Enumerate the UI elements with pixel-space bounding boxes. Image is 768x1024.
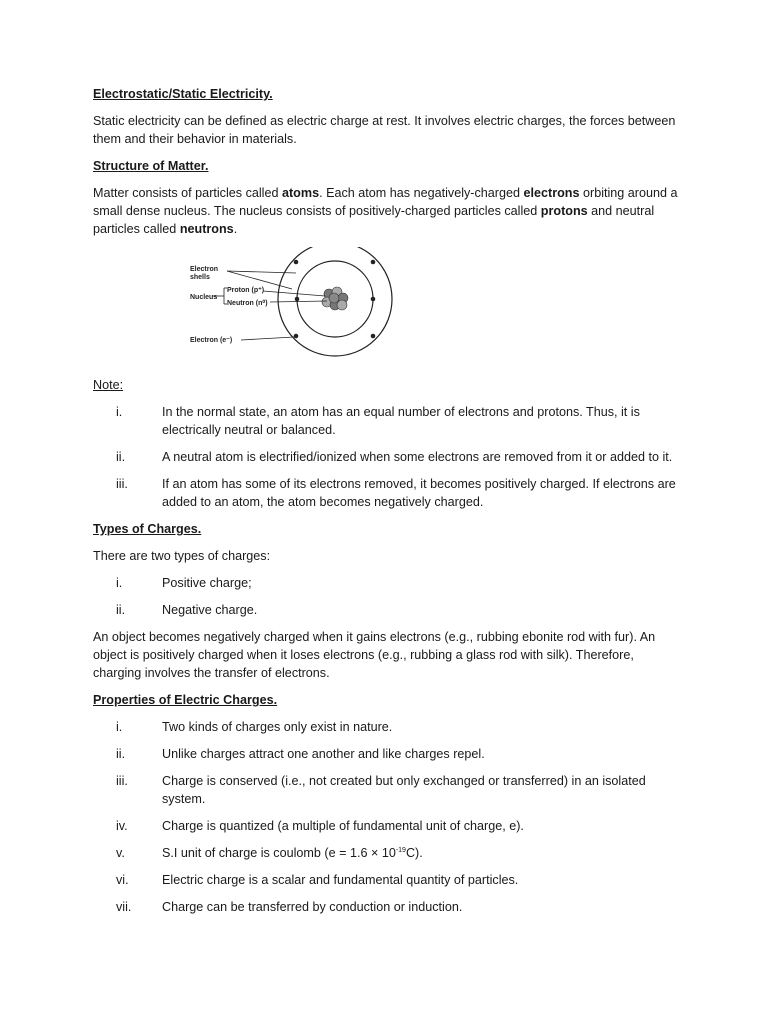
atom-diagram [93,247,683,362]
list-item [93,772,683,808]
nucleus-cluster [322,287,348,310]
list-number: iii. [116,774,128,788]
list-item [93,844,683,862]
document-page [93,85,683,925]
list-number: i. [116,405,123,419]
list-item [93,871,683,889]
note-list [93,403,683,511]
list-item [93,403,683,439]
list-text: If an atom has some of its electrons removed, it becomes positively charged. If electrons are added to an atom, the atom becomes negatively charged. [162,477,676,509]
list-text: S.I unit of charge is coulomb $(e = 1.6 \times 10^{-19}C)$. [162,846,423,860]
list-text: Charge is quantized (a multiple of fundamental unit of charge, e). [162,819,524,833]
electron-dot [295,297,300,302]
electron-dot [294,260,299,265]
label-nucleus: Nucleus [190,294,218,301]
electron-dot [294,334,299,339]
section-title-structure-of-matter: Structure of Matter. [93,159,209,173]
list-text: Negative charge. [162,603,258,617]
list-item [93,574,683,592]
list-number: v. [116,846,125,860]
label-electron-shells-line1: Electron [190,266,219,273]
list-item [93,601,683,619]
list-number: i. [116,720,123,734]
properties-list [93,718,683,916]
list-text: A neutral atom is electrified/ionized when some electrons are removed from it or added to it. [162,450,673,464]
list-number: ii. [116,450,126,464]
list-item [93,448,683,466]
charge-types-list [93,574,683,619]
list-item [93,475,683,511]
list-text: Positive charge; [162,576,252,590]
list-item [93,898,683,916]
section-title-properties-of-charges: Properties of Electric Charges. [93,693,278,707]
label-electron: Electron (e⁻) [190,337,233,344]
list-number: ii. [116,747,126,761]
list-number: vi. [116,873,129,887]
electron-dot [371,260,376,265]
note-heading: Note: [93,378,124,392]
paragraph-charging-explanation: An object becomes negatively charged when it gains electrons (e.g., rubbing ebonite rod with fur). An object is positively charged when it loses electrons (e.g., rubbing a glass rod with silk). Therefore, charging involves the transfer of electrons. [93,630,656,680]
electron-dot [371,297,376,302]
list-text: Electric charge is a scalar and fundamental quantity of particles. [162,873,519,887]
list-item [93,817,683,835]
list-number: i. [116,576,123,590]
list-text: In the normal state, an atom has an equal number of electrons and protons. Thus, it is electrically neutral or balanced. [162,405,640,437]
section-title-static-electricity: Electrostatic/Static Electricity. [93,87,273,101]
list-number: iv. [116,819,128,833]
label-neutron: Neutron (n⁰) [227,300,268,307]
list-text: Unlike charges attract one another and like charges repel. [162,747,485,761]
list-number: vii. [116,900,132,914]
label-proton: Proton (p⁺) [227,287,265,294]
paragraph-types-intro: There are two types of charges: [93,549,271,563]
list-number: ii. [116,603,126,617]
list-text: Charge can be transferred by conduction or induction. [162,900,463,914]
section-title-types-of-charges: Types of Charges. [93,522,202,536]
list-number: iii. [116,477,128,491]
list-text: Charge is conserved (i.e., not created but only exchanged or transferred) in an isolated system. [162,774,646,806]
list-text: Two kinds of charges only exist in nature. [162,720,393,734]
electron-dot [371,334,376,339]
paragraph-static-definition: Static electricity can be defined as electric charge at rest. It involves electric charges, the forces between them and their behavior in materials. [93,114,676,146]
list-item [93,745,683,763]
atom-diagram-svg [93,247,683,362]
paragraph-structure-of-matter: Matter consists of particles called atoms. Each atom has negatively-charged electrons orbiting around a small dense nucleus. The nucleus consists of positively-charged particles called protons and neutral particles called neutrons. [93,186,678,236]
list-item [93,718,683,736]
label-electron-shells-line2: shells [190,274,210,281]
